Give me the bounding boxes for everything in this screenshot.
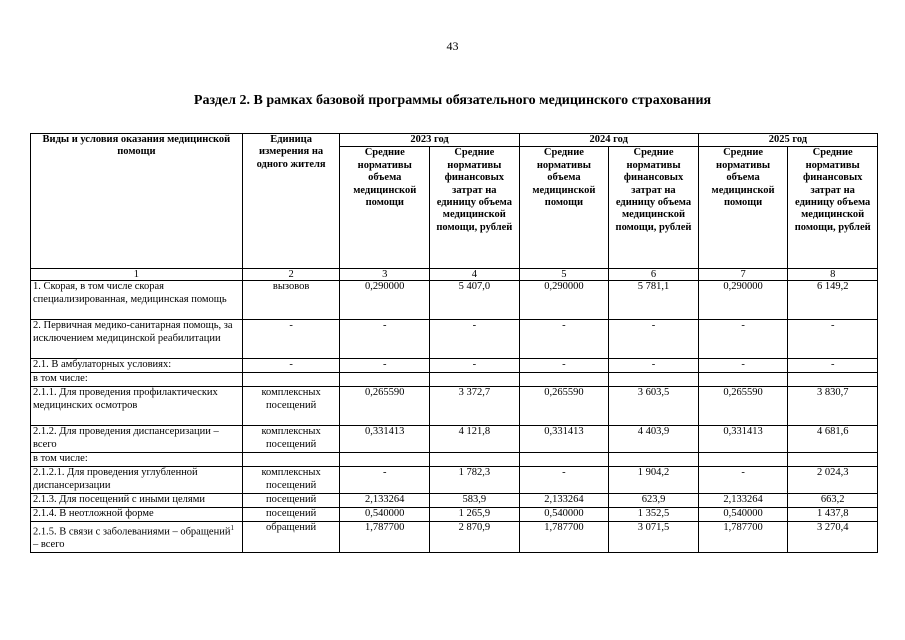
- section-title: Раздел 2. В рамках базовой программы обязательного медицинского страхования: [193, 93, 712, 108]
- cost-cell: 5 407,0: [430, 281, 520, 320]
- table-row: [31, 426, 878, 453]
- row-label: [31, 320, 243, 359]
- volume-cell: [519, 373, 609, 387]
- volume-cell: 0,265590: [698, 387, 788, 426]
- table-row: [31, 359, 878, 373]
- cost-cell: 1 437,8: [788, 508, 878, 522]
- cost-cell: [430, 453, 520, 467]
- unit-cell: -: [242, 320, 340, 359]
- cost-cell: [430, 373, 520, 387]
- volume-cell: 2,133264: [340, 494, 430, 508]
- cost-cell: 3 603,5: [609, 387, 699, 426]
- row-label: [31, 494, 243, 508]
- volume-cell: 2,133264: [698, 494, 788, 508]
- cost-cell: 4 121,8: [430, 426, 520, 453]
- column-number: 1: [31, 269, 243, 281]
- table-row: [31, 387, 878, 426]
- volume-cell: [698, 453, 788, 467]
- volume-cell: -: [519, 320, 609, 359]
- volume-cell: 0,540000: [698, 508, 788, 522]
- unit-cell: вызовов: [242, 281, 340, 320]
- cost-cell: 1 352,5: [609, 508, 699, 522]
- volume-cell: -: [698, 320, 788, 359]
- row-label-text: в том числе:: [33, 453, 88, 465]
- volume-cell: 1,787700: [519, 522, 609, 552]
- unit-cell: комплексных посещений: [242, 387, 340, 426]
- column-number: 3: [340, 269, 430, 281]
- volume-cell: 1,787700: [698, 522, 788, 552]
- unit-cell: комплексных посещений: [242, 426, 340, 453]
- cost-cell: 663,2: [788, 494, 878, 508]
- volume-cell: 0,290000: [698, 281, 788, 320]
- row-label: [31, 426, 243, 453]
- row-label: [31, 373, 243, 387]
- unit-cell: [242, 453, 340, 467]
- cost-cell: 583,9: [430, 494, 520, 508]
- cost-cell: 2 870,9: [430, 522, 520, 552]
- table-row: [31, 467, 878, 494]
- table-row: [31, 320, 878, 359]
- footnote-mark: 1: [230, 524, 234, 533]
- volume-cell: 0,290000: [340, 281, 430, 320]
- column-number: 6: [609, 269, 699, 281]
- row-label-text: 2.1.4. В неотложной форме: [33, 508, 154, 520]
- cost-cell: 1 904,2: [609, 467, 699, 494]
- header-year-2024: 2024 год: [519, 134, 698, 147]
- volume-cell: -: [698, 467, 788, 494]
- cost-cell: 4 681,6: [788, 426, 878, 453]
- row-label-text: 2.1.2. Для проведения диспансеризации – всего: [33, 426, 219, 450]
- cost-cell: 4 403,9: [609, 426, 699, 453]
- cost-cell: 5 781,1: [609, 281, 699, 320]
- row-label-text: 1. Скорая, в том числе скорая специализированная, медицинская помощь: [33, 281, 227, 305]
- cost-cell: [609, 453, 699, 467]
- volume-cell: -: [698, 359, 788, 373]
- unit-cell: обращений: [242, 522, 340, 552]
- norms-table: [30, 133, 878, 553]
- header-kind: Виды и условия оказания медицинской помощи: [31, 134, 243, 269]
- header-cost-2024: Средние нормативы финансовых затрат на единицу объема медицинской помощи, рублей: [609, 147, 699, 269]
- row-label-tail: – всего: [33, 539, 65, 551]
- cost-cell: -: [609, 359, 699, 373]
- volume-cell: -: [340, 359, 430, 373]
- column-number: 4: [430, 269, 520, 281]
- table-row: [31, 453, 878, 467]
- cost-cell: 1 265,9: [430, 508, 520, 522]
- volume-cell: 1,787700: [340, 522, 430, 552]
- row-label-text: 2.1. В амбулаторных условиях:: [33, 359, 172, 371]
- table-row: [31, 522, 878, 552]
- header-volume-2023: Средние нормативы объема медицинской помощи: [340, 147, 430, 269]
- volume-cell: 0,540000: [340, 508, 430, 522]
- row-label-text: 2.1.1. Для проведения профилактических медицинских осмотров: [33, 387, 218, 411]
- row-label: [31, 387, 243, 426]
- header-year-2023: 2023 год: [340, 134, 519, 147]
- cost-cell: 623,9: [609, 494, 699, 508]
- cost-cell: -: [788, 320, 878, 359]
- cost-cell: 3 071,5: [609, 522, 699, 552]
- cost-cell: 6 149,2: [788, 281, 878, 320]
- row-label-text: в том числе:: [33, 373, 88, 385]
- column-number: 8: [788, 269, 878, 281]
- column-numbers-row: [31, 269, 878, 281]
- page-number: 43: [446, 39, 459, 53]
- cost-cell: -: [430, 359, 520, 373]
- cost-cell: -: [430, 320, 520, 359]
- table-row: [31, 373, 878, 387]
- cost-cell: 3 830,7: [788, 387, 878, 426]
- table-row: [31, 508, 878, 522]
- header-year-2025: 2025 год: [698, 134, 877, 147]
- header-volume-2025: Средние нормативы объема медицинской помощи: [698, 147, 788, 269]
- volume-cell: [340, 373, 430, 387]
- row-label-text: 2.1.3. Для посещений с иными целями: [33, 494, 205, 506]
- volume-cell: 0,540000: [519, 508, 609, 522]
- volume-cell: 0,290000: [519, 281, 609, 320]
- table-row: [31, 494, 878, 508]
- cost-cell: 3 270,4: [788, 522, 878, 552]
- volume-cell: 0,265590: [340, 387, 430, 426]
- column-number: 2: [242, 269, 340, 281]
- volume-cell: [698, 373, 788, 387]
- column-number: 5: [519, 269, 609, 281]
- cost-cell: [788, 373, 878, 387]
- row-label: [31, 359, 243, 373]
- cost-cell: -: [609, 320, 699, 359]
- volume-cell: 0,331413: [519, 426, 609, 453]
- volume-cell: [340, 453, 430, 467]
- volume-cell: 0,331413: [340, 426, 430, 453]
- cost-cell: [609, 373, 699, 387]
- header-volume-2024: Средние нормативы объема медицинской помощи: [519, 147, 609, 269]
- cost-cell: 1 782,3: [430, 467, 520, 494]
- row-label-text: 2.1.5. В связи с заболеваниями – обращений: [33, 526, 231, 538]
- cost-cell: [788, 453, 878, 467]
- volume-cell: -: [519, 359, 609, 373]
- row-label: [31, 453, 243, 467]
- row-label: [31, 508, 243, 522]
- header-cost-2023: Средние нормативы финансовых затрат на единицу объема медицинской помощи, рублей: [430, 147, 520, 269]
- volume-cell: [519, 453, 609, 467]
- unit-cell: посещений: [242, 494, 340, 508]
- volume-cell: -: [340, 320, 430, 359]
- volume-cell: 0,265590: [519, 387, 609, 426]
- column-number: 7: [698, 269, 788, 281]
- volume-cell: 2,133264: [519, 494, 609, 508]
- volume-cell: -: [340, 467, 430, 494]
- cost-cell: 2 024,3: [788, 467, 878, 494]
- row-label: [31, 522, 243, 552]
- unit-cell: посещений: [242, 508, 340, 522]
- unit-cell: комплексных посещений: [242, 467, 340, 494]
- table-row: [31, 281, 878, 320]
- unit-cell: -: [242, 359, 340, 373]
- row-label: [31, 467, 243, 494]
- header-unit: Единица измерения на одного жителя: [242, 134, 340, 269]
- row-label: [31, 281, 243, 320]
- volume-cell: 0,331413: [698, 426, 788, 453]
- unit-cell: [242, 373, 340, 387]
- cost-cell: -: [788, 359, 878, 373]
- volume-cell: -: [519, 467, 609, 494]
- header-cost-2025: Средние нормативы финансовых затрат на единицу объема медицинской помощи, рублей: [788, 147, 878, 269]
- row-label-text: 2.1.2.1. Для проведения углубленной диспансеризации: [33, 467, 198, 491]
- row-label-text: 2. Первичная медико-санитарная помощь, за исключением медицинской реабилитации: [33, 320, 233, 344]
- cost-cell: 3 372,7: [430, 387, 520, 426]
